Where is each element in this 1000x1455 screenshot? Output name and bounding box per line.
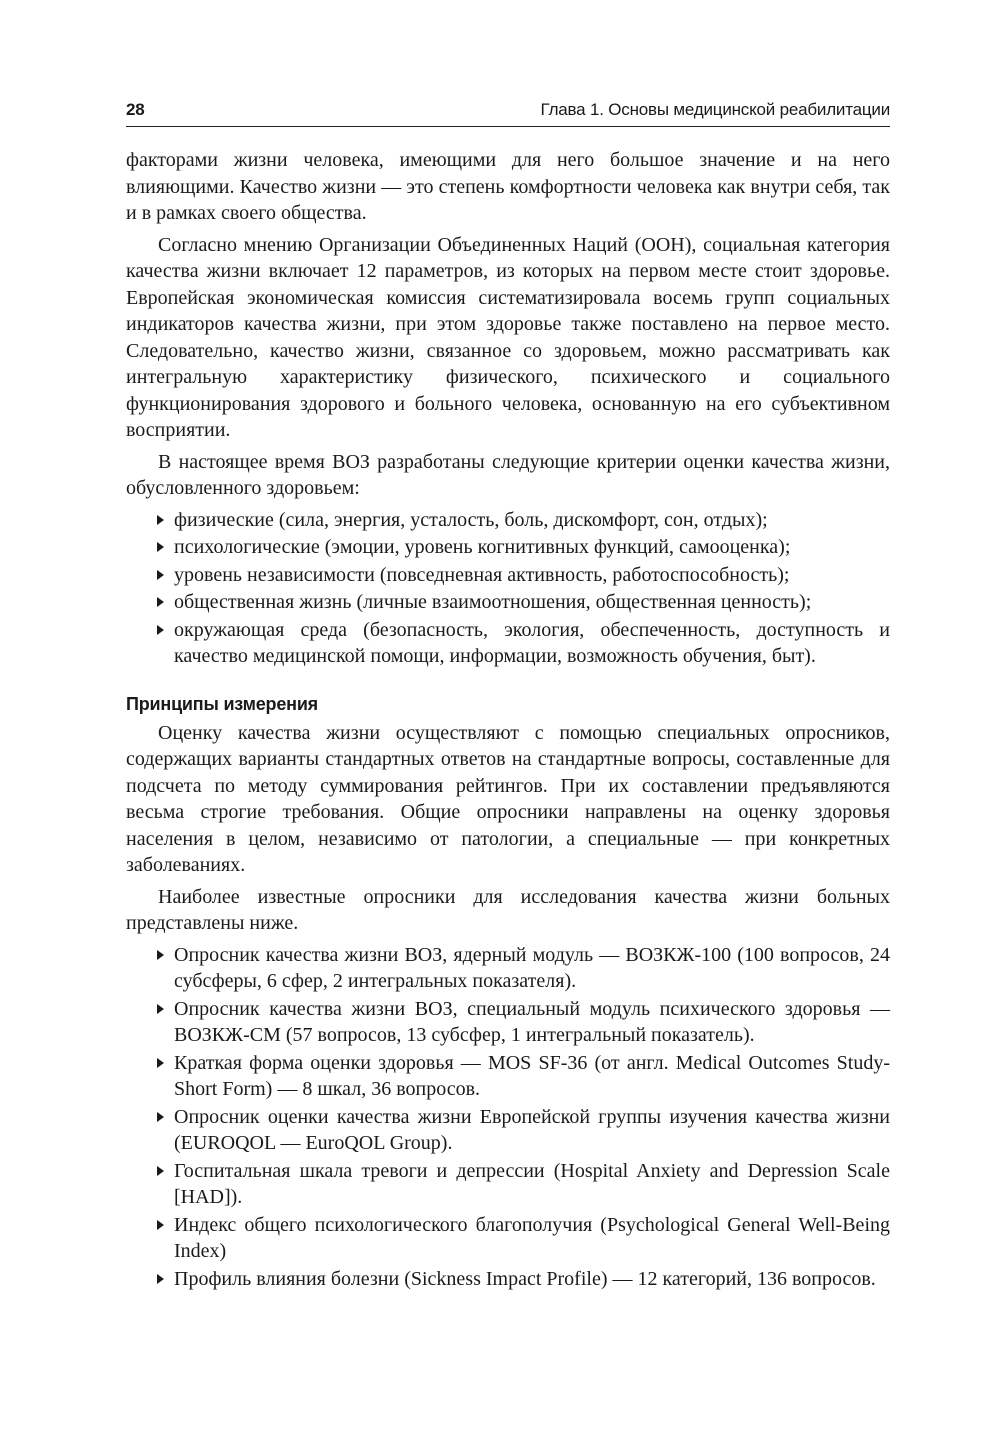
section-heading: Принципы измерения: [126, 693, 318, 714]
list-item: [174, 617, 890, 670]
list-item: [174, 996, 890, 1049]
intro-paragraph-3: В настоящее время ВОЗ разработаны следующие критерии оценки качества жизни, обусловленного здоровьем:: [126, 450, 890, 499]
bullet-arrow-icon: [157, 1004, 164, 1014]
chapter-title: Глава 1. Основы медицинской реабилитации: [540, 100, 890, 119]
bullet-arrow-icon: [157, 1220, 164, 1230]
list-item-text: окружающая среда (безопасность, экология, обеспеченность, доступность и качество медицинской помощи, информации, возможность обучения, быт).: [174, 618, 890, 667]
list-item: [174, 562, 890, 589]
list-item-text: Опросник качества жизни ВОЗ, специальный модуль психического здоровья — ВОЗКЖ-СМ (57 вопросов, 13 субсфер, 1 интегральный показатель).: [174, 997, 890, 1046]
section-paragraph-2: Наиболее известные опросники для исследования качества жизни больных представлены ниже.: [126, 885, 890, 934]
list-item: [174, 1212, 890, 1265]
list-item-text: психологические (эмоции, уровень когнитивных функций, самооценка);: [174, 536, 791, 558]
list-item-text: Опросник оценки качества жизни Европейской группы изучения качества жизни (EUROQOL — EuroQOL Group).: [174, 1105, 890, 1154]
bullet-arrow-icon: [157, 625, 164, 635]
list-item: [174, 942, 890, 995]
questionnaires-list: [126, 942, 890, 1293]
bullet-arrow-icon: [157, 542, 164, 552]
intro-paragraph-1: факторами жизни человека, имеющими для него большое значение и на него влияющими. Качество жизни — это степень комфортности человека как внутри себя, так и в рамках своего общества.: [126, 149, 890, 224]
list-item: [174, 534, 890, 561]
list-item-text: Госпитальная шкала тревоги и депрессии (Hospital Anxiety and Depression Scale [HAD]).: [174, 1159, 890, 1208]
list-item-text: Опросник качества жизни ВОЗ, ядерный модуль — ВОЗКЖ-100 (100 вопросов, 24 субсферы, 6 сфер, 2 интегральных показателя).: [174, 943, 890, 992]
list-item: [174, 507, 890, 534]
bullet-arrow-icon: [157, 1274, 164, 1284]
bullet-arrow-icon: [157, 515, 164, 525]
list-item-text: Индекс общего психологического благополучия (Psychological General Well-Being Index): [174, 1213, 890, 1262]
list-item: [174, 1158, 890, 1211]
bullet-arrow-icon: [157, 1112, 164, 1122]
bullet-arrow-icon: [157, 1058, 164, 1068]
criteria-list: [126, 507, 890, 670]
page-number: 28: [126, 100, 145, 119]
list-item: [174, 1104, 890, 1157]
list-item-text: общественная жизнь (личные взаимоотношения, общественная ценность);: [174, 591, 812, 613]
list-item-text: уровень независимости (повседневная активность, работоспособность);: [174, 563, 790, 586]
book-page: [126, 100, 890, 1297]
list-item-text: Краткая форма оценки здоровья — MOS SF-36 (от англ. Medical Outcomes Study-Short Form) — 8 шкал, 36 вопросов.: [174, 1051, 890, 1100]
bullet-arrow-icon: [157, 1166, 164, 1176]
bullet-arrow-icon: [157, 950, 164, 960]
list-item-text: физические (сила, энергия, усталость, боль, дискомфорт, сон, отдых);: [174, 508, 768, 531]
page-content: [126, 147, 890, 1292]
list-item: [174, 589, 890, 616]
section-paragraph-1: Оценку качества жизни осуществляют с помощью специальных опросников, содержащих варианты стандартных ответов на стандартные вопросы, составленные для подсчета по методу суммирования рейтингов. При их составлении предъявляются весьма строгие требования. Общие опросники направлены на оценку здоровья населения в целом, независимо от патологии, а специальные — при конкретных заболеваниях.: [126, 721, 890, 876]
intro-paragraph-2: Согласно мнению Организации Объединенных Наций (ООН), социальная категория качества жизни включает 12 параметров, из которых на первом месте стоит здоровье. Европейская экономическая комиссия систематизировала восемь групп социальных индикаторов качества жизни, при этом здоровье также поставлено на первое место. Следовательно, качество жизни, связанное со здоровьем, можно рассматривать как интегральную характеристику физического, психического и социального функционирования здорового и больного человека, основанную на его субъективном восприятии.: [126, 233, 890, 441]
bullet-arrow-icon: [157, 570, 164, 580]
bullet-arrow-icon: [157, 597, 164, 607]
running-head: [126, 100, 890, 127]
list-item-text: Профиль влияния болезни (Sickness Impact Profile) — 12 категорий, 136 вопросов.: [174, 1267, 876, 1290]
list-item: [174, 1266, 890, 1293]
list-item: [174, 1050, 890, 1103]
